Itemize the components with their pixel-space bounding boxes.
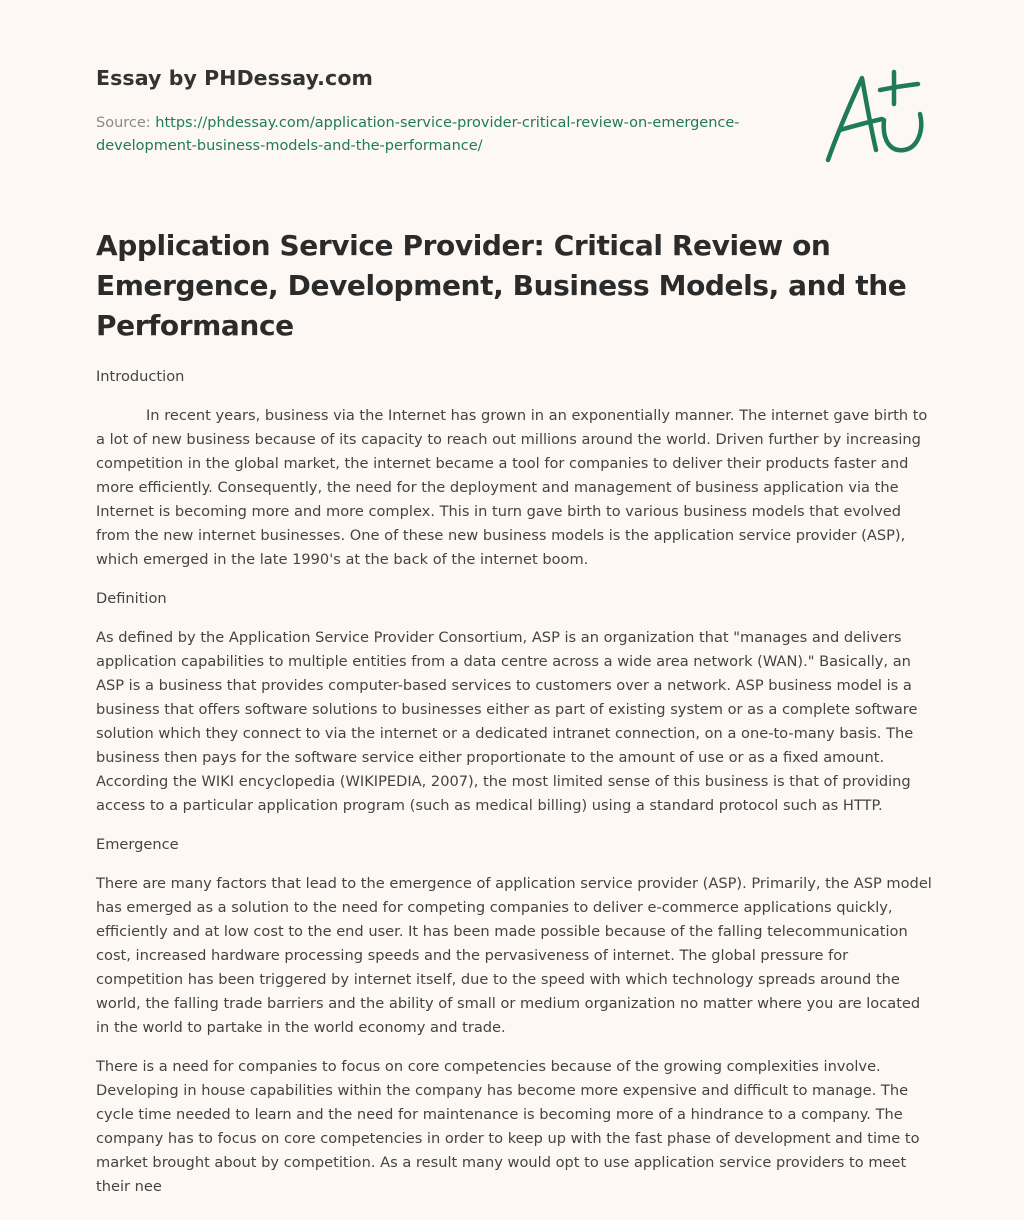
section-heading-definition: Definition bbox=[96, 590, 167, 607]
paragraph: There are many factors that lead to the emergence of application service provider (ASP). Primarily, the ASP model has emerged as a solution to the need for competing companies to deliver e-commerce applications quickly, efficiently and at low cost to the end user. It has been made possible because of the falling telecommunication cost, increased hardware processing speeds and the pervasiveness of internet. The global pressure for competition has been triggered by internet itself, due to the speed with which technology spreads around the world, the falling trade barriers and the ability of small or medium organization no matter where you are located in the world to partake in the world economy and trade. bbox=[96, 875, 932, 1036]
source-link[interactable]: https://phdessay.com/application-service-provider-critical-review-on-emergence-development-business-models-and-the-performance/ bbox=[96, 115, 740, 154]
paragraph: As defined by the Application Service Provider Consortium, ASP is an organization that "manages and delivers application capabilities to multiple entities from a data centre across a wide area network (WAN)." Basically, an ASP is a business that provides computer-based services to customers over a network. ASP business model is a business that offers software solutions to businesses either as part of existing system or as a complete software solution which they connect to via the internet or a dedicated intranet connection, on a one-to-many basis. The business then pays for the software service either proportionate to the amount of use or as a fixed amount. According the WIKI encyclopedia (WIKIPEDIA, 2007), the most limited sense of this business is that of providing access to a particular application program (such as medical billing) using a standard protocol such as HTTP. bbox=[96, 629, 918, 814]
section-heading-introduction: Introduction bbox=[96, 368, 185, 385]
paragraph: In recent years, business via the Internet has grown in an exponentially manner. The internet gave birth to a lot of new business because of its capacity to reach out millions around the world. Driven further by increasing competition in the global market, the internet became a tool for companies to deliver their products faster and more efficiently. Consequently, the need for the deployment and management of business application via the Internet is becoming more and more complex. This in turn gave birth to various business models that evolved from the new internet businesses. One of these new business models is the application service provider (ASP), which emerged in the late 1990's at the back of the internet boom. bbox=[96, 407, 928, 568]
paragraph: There is a need for companies to focus on core competencies because of the growing complexities involve. Developing in house capabilities within the company has become more expensive and difficult to manage. The cycle time needed to learn and the need for maintenance is becoming more of a hindrance to a company. The company has to focus on core competencies in order to keep up with the fast phase of development and time to market brought about by competition. As a result many would opt to use application service providers to meet their nee bbox=[96, 1058, 920, 1195]
source-line bbox=[96, 112, 796, 158]
essay-content bbox=[96, 365, 932, 1214]
site-brand: Essay by PHDessay.com bbox=[96, 66, 373, 90]
essay-title: Application Service Provider: Critical Review on Emergence, Development, Business Models, and the Performance bbox=[96, 229, 907, 342]
section-heading-emergence: Emergence bbox=[96, 836, 179, 853]
a-plus-logo-icon bbox=[822, 66, 930, 166]
source-label: Source: bbox=[96, 115, 151, 131]
